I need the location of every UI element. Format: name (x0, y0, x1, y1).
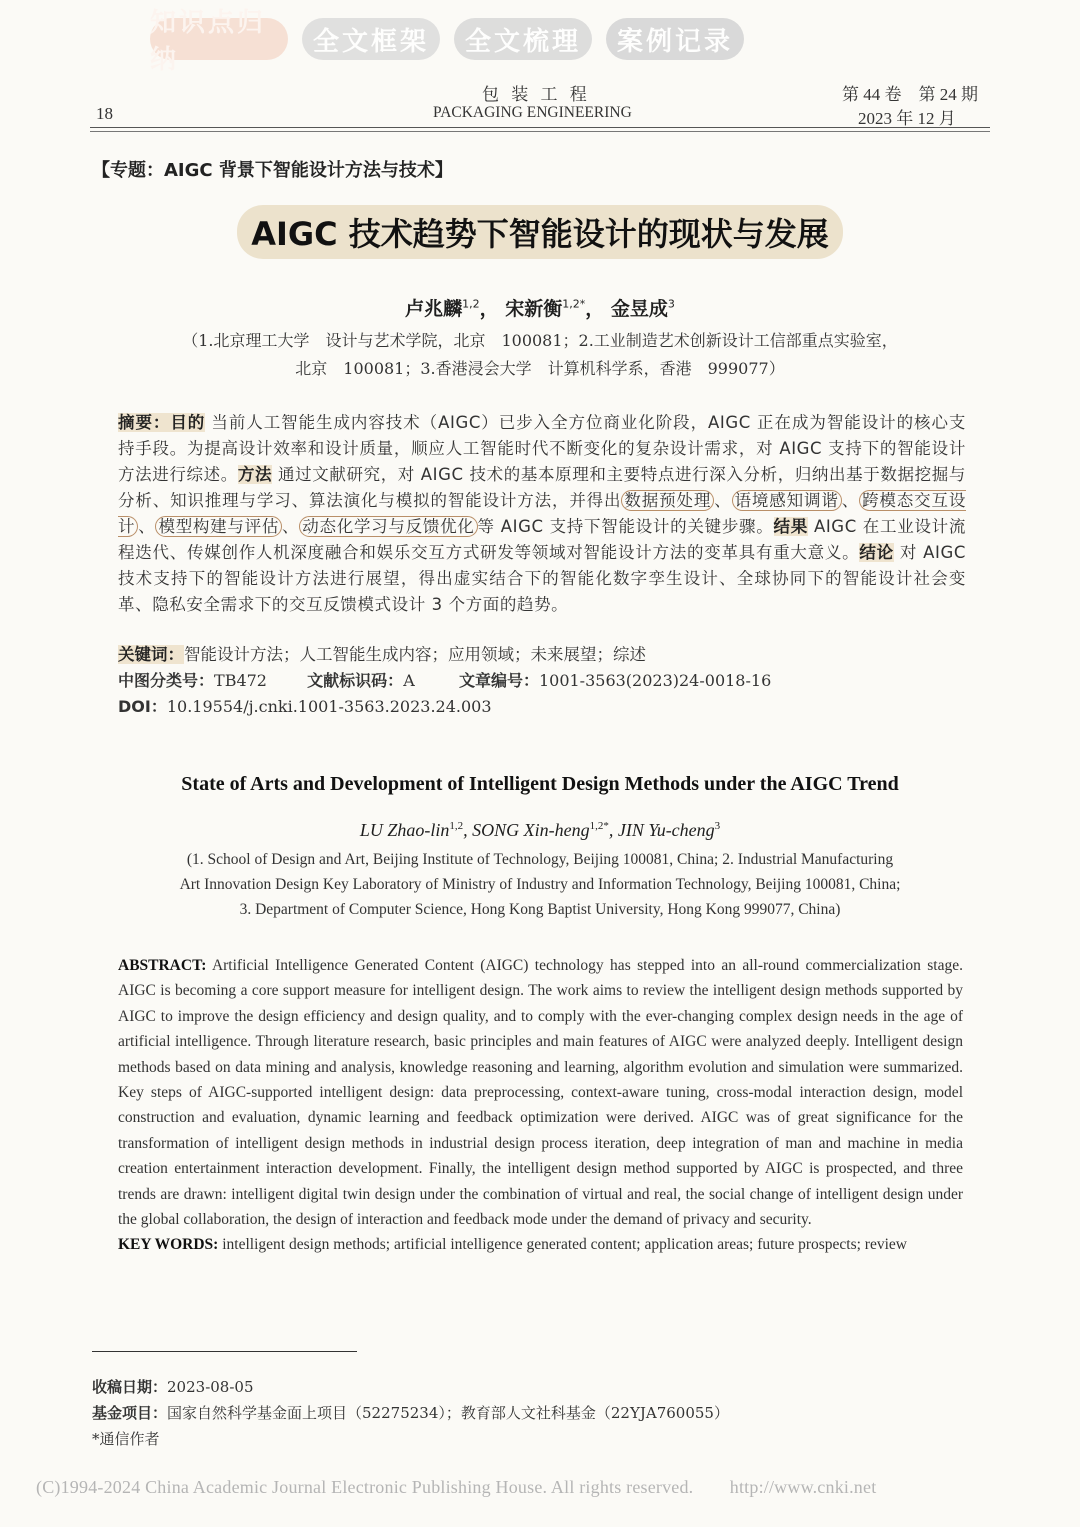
author-sup: 1,2 (462, 297, 480, 311)
step-separator: 、 (714, 491, 732, 510)
author-sep: ， (479, 298, 499, 320)
copyright-notice: (C)1994-2024 China Academic Journal Electronic Publishing House. All rights reserved. http://www.cnki.net (36, 1477, 877, 1497)
keywords-en-label: KEY WORDS: (118, 1236, 219, 1254)
fund-value: 国家自然科学基金面上项目（52275234）；教育部人文社科基金（22YJA760055） (167, 1404, 729, 1422)
abstract-en-label: ABSTRACT: (118, 957, 207, 974)
issue-date: 2023 年 12 月 (858, 109, 956, 128)
affiliation-en-line2: Art Innovation Design Key Laboratory of Ministry of Industry and Information Technology, Beijing 100081, China; (179, 876, 901, 893)
author-name: 宋新衡 (505, 298, 563, 320)
received-date (92, 1376, 254, 1397)
affiliation-cn-line1: （1.北京理工大学 设计与艺术学院，北京 100081；2.工业制造艺术创新设计工信部重点实验室， (182, 331, 898, 350)
footnote-rule (92, 1351, 357, 1352)
doi-label: DOI： (118, 697, 167, 716)
tab-case-notes[interactable]: 案例记录 (606, 18, 744, 60)
key-step: 跨模态交互设计 (118, 491, 966, 536)
affiliation-en-line3: 3. Department of Computer Science, Hong Kong Baptist University, Hong Kong 999077, China) (239, 901, 841, 918)
corresponding-author: *通信作者 (92, 1430, 160, 1448)
title-container (0, 205, 1080, 259)
authors-cn (0, 294, 1080, 321)
conclusion-label: 结论 (859, 543, 894, 562)
special-topic: 【专题：AIGC 背景下智能设计方法与技术】 (92, 160, 453, 181)
result-text: AIGC 在工业设计流程迭代、传媒创作人机深度融合和娱乐交互方式研发等领域对智能设计方法的变革具有重大意义。 (118, 517, 967, 562)
received-value: 2023-08-05 (167, 1378, 254, 1396)
received-label: 收稿日期： (92, 1378, 168, 1396)
doi-line (118, 694, 492, 717)
keywords-label: 关键词： (118, 645, 184, 664)
result-label: 结果 (773, 517, 808, 536)
author-sep: , (463, 820, 473, 840)
conclusion-text: 对 AIGC 技术支持下的智能设计方法进行展望，得出虚实结合下的智能化数字孪生设计、全球协同下的智能设计社会变革、隐私安全需求下的交互反馈模式设计 3 个方面的趋势。 (118, 543, 966, 614)
author-sup: 3 (667, 297, 675, 311)
abstract-cn (118, 410, 966, 618)
abstract-label: 摘要： (118, 413, 171, 432)
clc-label: 中图分类号： (118, 671, 215, 690)
key-step: 动态化学习与反馈优化 (299, 516, 477, 537)
step-separator: 、 (841, 491, 860, 510)
method-text: 通过文献研究，对 AIGC 技术的基本原理和主要特点进行深入分析，归纳出基于数据挖掘与分析、知识推理与学习、算法演化与模拟的智能设计方法，并得出 (118, 465, 966, 510)
key-step: 模型构建与评估 (155, 516, 282, 537)
method-label: 方法 (237, 465, 273, 484)
purpose-label: 目的 (170, 413, 206, 432)
author-name: JIN Yu-cheng (617, 820, 715, 840)
header-rule-thin (90, 131, 990, 132)
journal-name-en: PACKAGING ENGINEERING (433, 104, 632, 121)
keywords-en-text: intelligent design methods; artificial intelligence generated content; application areas; future prospects; review (222, 1236, 907, 1254)
article-title-cn: AIGC 技术趋势下智能设计的现状与发展 (237, 205, 843, 259)
tab-full-framework[interactable]: 全文框架 (302, 18, 440, 60)
author-sep: ， (585, 298, 605, 320)
author-sup: 1,2* (562, 297, 586, 311)
art-label: 文章编号： (458, 671, 539, 690)
tab-knowledge-summary[interactable]: 知识点归纳 (150, 18, 288, 60)
toolbar-tabs (150, 8, 744, 75)
author-name: 金昱成 (610, 298, 668, 320)
author-sup: 3 (714, 820, 721, 832)
author-name: LU Zhao-lin (359, 820, 450, 840)
abstract-en-text: Artificial Intelligence Generated Content (AIGC) technology has stepped into an all-round commercialization stage. AIGC is becoming a core support measure for intelligent design. The work aims to review the intelligent design methods supported by AIGC to improve the design efficiency and design quality, and to comply with the ever-changing complex design needs in the age of artificial intelligence. Through literature research, basic principles and main features of AIGC were analyzed deeply. Intelligent design methods based on data mining and analysis, knowledge reasoning and learning, algorithm evolution and simulation were summarized. Key steps of AIGC-supported intelligent design: data preprocessing, context-aware tuning, cross-modal interaction design, model construction and evaluation, dynamic learning and feedback optimization were derived. AIGC was of great significance for the transformation of intelligent design methods in industrial design process iteration, deep integration of man and machine in media creation entertainment interaction development. Finally, the intelligent design method supported by AIGC is prospected, and three trends are drawn: intelligent digital twin design under the combination of virtual and real, the social change of intelligent design under the global collaboration, the design of interaction and feedback mode under the demand of privacy and security. (118, 957, 963, 1229)
tab-full-review[interactable]: 全文梳理 (454, 18, 592, 60)
doi-value: 10.19554/j.cnki.1001-3563.2023.24.003 (166, 697, 492, 716)
affiliation-cn-line2: 北京 100081；3.香港浸会大学 计算机科学系，香港 999077） (295, 359, 785, 378)
clc-value: TB472 (214, 671, 267, 690)
page-number: 18 (96, 104, 113, 123)
journal-name-cn: 包 装 工 程 (482, 85, 591, 104)
method-text-end: 等 AIGC 支持下智能设计的关键步骤。 (477, 517, 774, 536)
classification-line (118, 668, 771, 691)
step-separator: 、 (138, 517, 156, 536)
author-name: SONG Xin-heng (472, 820, 590, 840)
authors-en (0, 820, 1080, 841)
step-separator: 、 (282, 517, 300, 536)
author-name: 卢兆麟 (405, 298, 463, 320)
key-step: 数据预处理 (621, 490, 714, 511)
fund-project (92, 1402, 729, 1423)
key-step: 语境感知调谐 (732, 490, 842, 511)
author-sup: 1,2* (589, 820, 609, 832)
purpose-text: 当前人工智能生成内容技术（AIGC）已步入全方位商业化阶段，AIGC 正在成为智能设计的核心支持手段。为提高设计效率和设计质量，顺应人工智能时代不断变化的复杂设计需求，对 AIGC 支持下的智能设计方法进行综述。 (118, 413, 966, 484)
doc-value: A (403, 671, 415, 690)
author-sep: , (608, 820, 618, 840)
author-sup: 1,2 (449, 820, 464, 832)
doc-label: 文献标识码： (307, 671, 404, 690)
keywords-cn (118, 641, 966, 665)
volume-issue: 第 44 卷 第 24 期 (842, 85, 978, 104)
affiliation-en-line1: (1. School of Design and Art, Beijing Institute of Technology, Beijing 100081, China; 2. Industrial Manufacturing (186, 851, 894, 868)
abstract-en (118, 953, 963, 1258)
keywords-text: 智能设计方法；人工智能生成内容；应用领域；未来展望；综述 (184, 645, 646, 664)
header-rule (90, 127, 990, 128)
art-value: 1001-3563(2023)24-0018-16 (538, 671, 772, 690)
article-title-en: State of Arts and Development of Intelligent Design Methods under the AIGC Trend (181, 773, 899, 795)
fund-label: 基金项目： (92, 1404, 168, 1422)
